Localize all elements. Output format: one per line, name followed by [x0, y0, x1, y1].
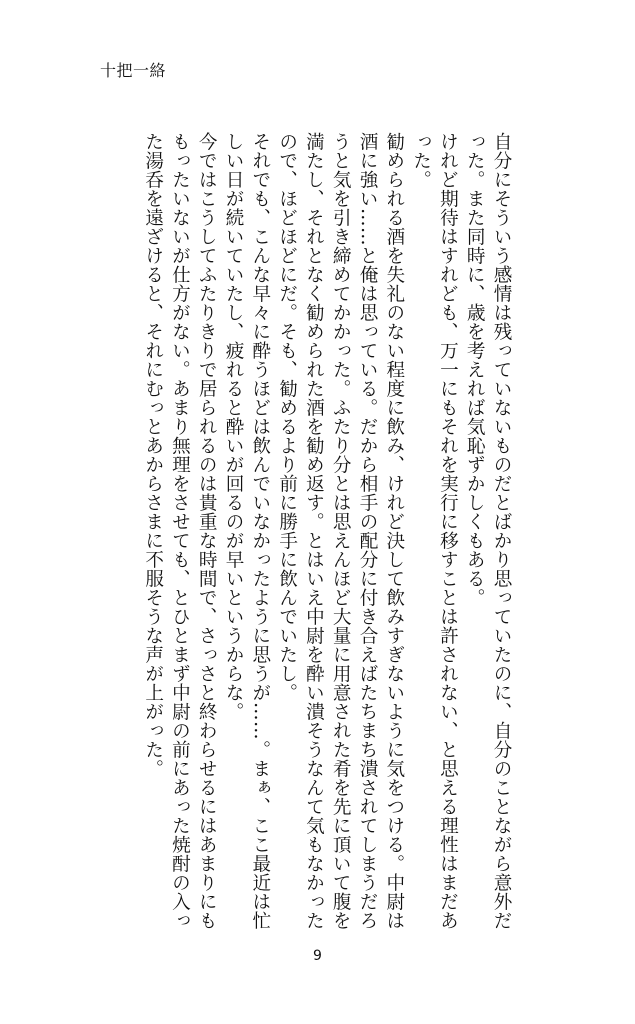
paragraph: けれど期待はすれども、万一にもそれを実行に移すことは許されない、と思える理性はまだあった。	[410, 132, 459, 930]
paragraph: 今ではこうしてふたりきりで居られるのは貴重な時間で、さっさと終わらせるにはあまりにももったいないが仕方がない。あまり無理をさせても、とひとまず中尉の前にあった焼酎の入った湯呑を遠ざけると、それにむっとあからさまに不服そうな声が上がった。	[142, 132, 218, 930]
paragraph: 自分にそういう感情は残っていないものだとばかり思っていたのに、自分のことながら意外だった。また同時に、歳を考えれば気恥ずかしくもある。	[464, 132, 512, 930]
page-number: 9	[313, 948, 322, 964]
running-head: 十把一絡	[100, 61, 167, 80]
paragraph: 勧められる酒を失礼のない程度に飲み、けれど決して飲みすぎないように気をつける。中尉は酒に強い……と俺は思っている。だから相手の配分に付き合えばたちまち潰されてしまうだろうと気を引き締めてかかった。ふたり分とは思えんほど大量に用意された肴を先に頂いて腹を満たし、それとなく勧められた酒を勧め返す。とはいえ中尉を酔い潰そうなんて気もなかったので、ほどほどにだ。そも、勧めるより前に勝手に飲んでいたし。	[276, 132, 405, 930]
body-text	[112, 132, 514, 932]
paragraph: それでも、こんな早々に酔うほどは飲んでいなかったように思うが……。まぁ、ここ最近は忙しい日が続いていたし、疲れると酔いが回るのが早いというからな。	[223, 132, 271, 930]
